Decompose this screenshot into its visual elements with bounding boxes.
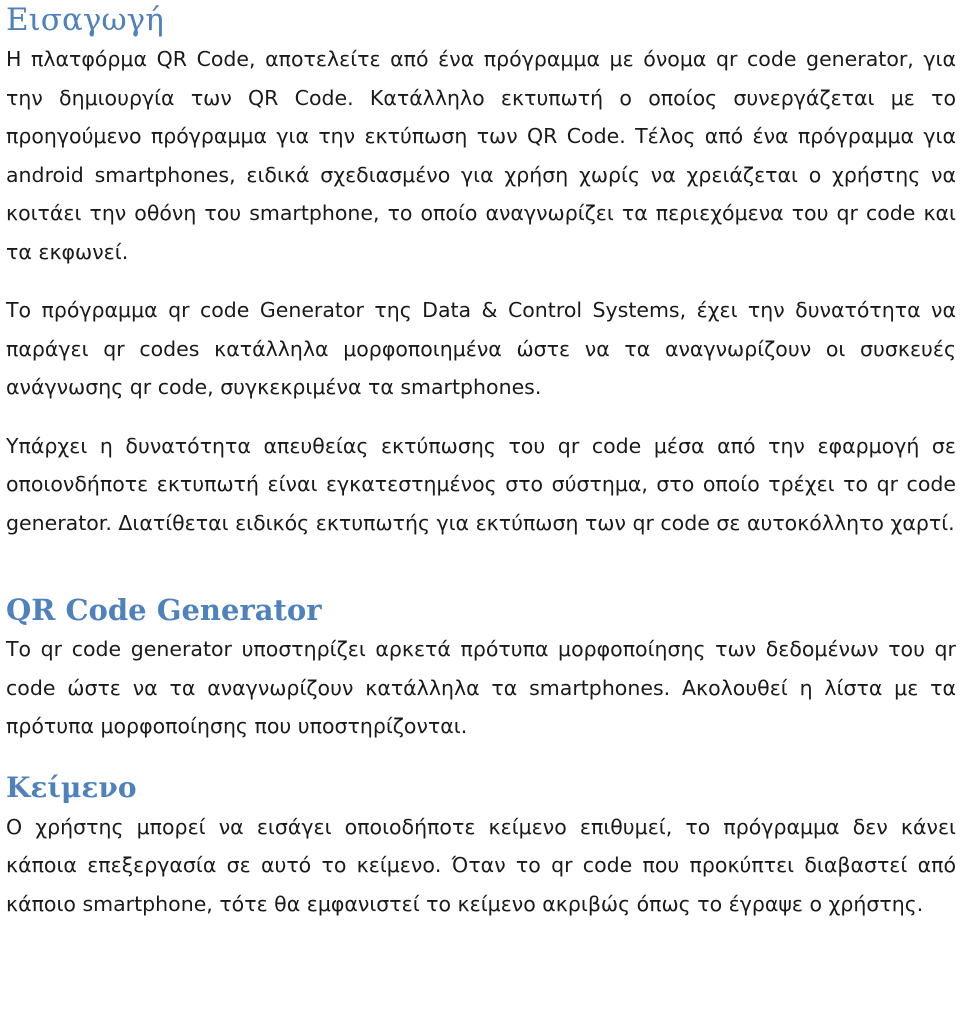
heading-text: Κείμενο [6,770,137,804]
intro-paragraph-3: Υπάρχει η δυνατότητα απευθείας εκτύπωσης του qr code μέσα από την εφαρμογή σε οποιονδήποτε εκτυπωτή είναι εγκατεστημένος στο σύστημα, στο οποίο τρέχει το qr code generator. Διατίθεται ειδικός εκτυπωτής για εκτύπωση των qr code σε αυτοκόλλητο χαρτί. [6,433,956,535]
spacer [6,746,956,768]
text-paragraph: Ο χρήστης μπορεί να εισάγει οποιοδήποτε κείμενο επιθυμεί, το πρόγραμμα δεν κάνει κάποια επεξεργασία σε αυτό το κείμενο. Όταν το qr code που προκύπτει διαβαστεί από κάποιο smartphone, τότε θα εμφανιστεί το κείμενο ακριβώς όπως το έγραψε ο χρήστης. [6,814,956,916]
intro-paragraph-2: Το πρόγραμμα qr code Generator της Data & Control Systems, έχει την δυνατότητα να παράγει qr codes κατάλληλα μορφοποιημένα ώστε να τα αναγνωρίζουν οι συσκευές ανάγνωσης qr code, συγκεκριμένα τα smartphones. [6,298,956,399]
generator-paragraph: Το qr code generator υποστηρίζει αρκετά πρότυπα μορφοποίησης των δεδομένων του qr code ώστε να τα αναγνωρίζουν κατάλληλα τα smartphones. Ακολουθεί η λίστα με τα πρότυπα μορφοποίησης που υποστηρίζονται. [6,637,956,738]
spacer [6,542,956,590]
intro-paragraph-1: Η πλατφόρμα QR Code, αποτελείτε από ένα πρόγραμμα με όνομα qr code generator, για την δημιουργία των QR Code. Κατάλληλο εκτυπωτή ο οποίος συνεργάζεται με το προηγούμενο πρόγραμμα για την εκτύπωση των QR Code. Τέλος από ένα πρόγραμμα για android smartphones, ειδικά σχεδιασμένο για χρήση χωρίς να χρειάζεται ο χρήστης να κοιτάει την οθόνη του smartphone, το οποίο αναγνωρίζει τα περιεχόμενα του qr code και τα εκφωνεί. [6,47,956,264]
heading-introduction: Εισαγωγή [6,2,164,38]
spacer [6,271,956,291]
document-page [6,0,956,923]
spacer [6,407,956,427]
heading-qr-code-generator: QR Code Generator [6,593,322,627]
